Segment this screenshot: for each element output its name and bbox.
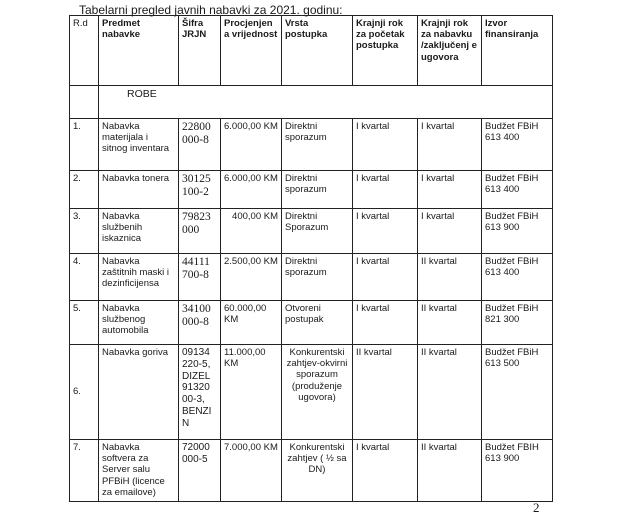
cell-zakljucenje: II kvartal bbox=[418, 440, 482, 502]
cell-vrijednost: 2.500,00 KM bbox=[221, 254, 282, 301]
cell-sifra: 22800 000-8 bbox=[179, 119, 221, 171]
cell-pocetak: I kvartal bbox=[353, 440, 418, 502]
header-predmet: Predmet nabavke bbox=[99, 16, 179, 86]
cell-sifra: 44111 700-8 bbox=[179, 254, 221, 301]
header-sifra: Šifra JRJN bbox=[179, 16, 221, 86]
cell-vrijednost: 11.000,00 KM bbox=[221, 345, 282, 440]
table-row bbox=[70, 171, 553, 209]
cell-predmet: Nabavka zaštitnih maski i dezinficijensa bbox=[99, 254, 179, 301]
cell-predmet: Nabavka goriva bbox=[99, 345, 179, 440]
cell-sifra: 79823 000 bbox=[179, 209, 221, 254]
cell-sifra: 34100 000-8 bbox=[179, 301, 221, 345]
cell-vrijednost: 6.000,00 KM bbox=[221, 119, 282, 171]
cell-izvor: Budžet FBiH 613 900 bbox=[482, 209, 553, 254]
cell-pocetak: I kvartal bbox=[353, 171, 418, 209]
cell-zakljucenje: I kvartal bbox=[418, 171, 482, 209]
cell-postupak: Direktni sporazum bbox=[282, 254, 353, 301]
page-title: Tabelarni pregled javnih nabavki za 2021. godinu: bbox=[79, 3, 343, 17]
cell-pocetak: I kvartal bbox=[353, 119, 418, 171]
cell-rd: 5. bbox=[70, 301, 99, 345]
cell-predmet: Nabavka materijala i sitnog inventara bbox=[99, 119, 179, 171]
cell-rd: 4. bbox=[70, 254, 99, 301]
cell-vrijednost: 7.000,00 KM bbox=[221, 440, 282, 502]
header-pocetak: Krajnji rok za početak postupka bbox=[353, 16, 418, 86]
cell-postupak: Direktni sporazum bbox=[282, 171, 353, 209]
cell-postupak: Direktni Sporazum bbox=[282, 209, 353, 254]
cell-predmet: Nabavka tonera bbox=[99, 171, 179, 209]
cell-zakljucenje: II kvartal bbox=[418, 301, 482, 345]
procurement-table bbox=[69, 15, 553, 502]
cell-izvor: Budžet FBiH 613 500 bbox=[482, 345, 553, 440]
cell-zakljucenje: I kvartal bbox=[418, 119, 482, 171]
cell-izvor: Budžet FBiH 613 400 bbox=[482, 119, 553, 171]
cell-rd: 6. bbox=[70, 345, 99, 440]
cell-pocetak: I kvartal bbox=[353, 209, 418, 254]
section-label: ROBE bbox=[99, 86, 553, 119]
page-number: 2 bbox=[533, 500, 540, 515]
table-row bbox=[70, 119, 553, 171]
cell-vrijednost: 6.000,00 KM bbox=[221, 171, 282, 209]
header-zakljucenje: Krajnji rok za nabavku /zaključenj e ugovora bbox=[418, 16, 482, 86]
cell-izvor: Budžet FBiH 821 300 bbox=[482, 301, 553, 345]
table-row bbox=[70, 301, 553, 345]
cell-pocetak: I kvartal bbox=[353, 301, 418, 345]
cell-rd: 1. bbox=[70, 119, 99, 171]
cell-pocetak: I kvartal bbox=[353, 254, 418, 301]
cell-predmet: Nabavka službenog automobila bbox=[99, 301, 179, 345]
cell-rd: 3. bbox=[70, 209, 99, 254]
cell-sifra: 30125 100-2 bbox=[179, 171, 221, 209]
table-row bbox=[70, 345, 553, 440]
cell-pocetak: II kvartal bbox=[353, 345, 418, 440]
table-row bbox=[70, 209, 553, 254]
header-izvor: Izvor finansiranja bbox=[482, 16, 553, 86]
cell-izvor: Budžet FBiH 613 400 bbox=[482, 254, 553, 301]
cell-sifra: 09134 220-5, DIZEL 91320 00-3, BENZI N bbox=[179, 345, 221, 440]
cell-vrijednost: 400,00 KM bbox=[221, 209, 282, 254]
header-row bbox=[70, 16, 553, 86]
cell-vrijednost: 60.000,00 KM bbox=[221, 301, 282, 345]
cell-postupak: Konkurentski zahtjev ( ½ sa DN) bbox=[282, 440, 353, 502]
cell-rd: 2. bbox=[70, 171, 99, 209]
cell-zakljucenje: II kvartal bbox=[418, 345, 482, 440]
cell-postupak: Direktni sporazum bbox=[282, 119, 353, 171]
cell-rd: 7. bbox=[70, 440, 99, 502]
table-row bbox=[70, 440, 553, 502]
cell-postupak: Konkurentski zahtjev-okvirni sporazum (produženje ugovora) bbox=[282, 345, 353, 440]
cell-zakljucenje: I kvartal bbox=[418, 209, 482, 254]
cell-izvor: Budžet FBiH 613 400 bbox=[482, 171, 553, 209]
cell-sifra: 72000 000-5 bbox=[179, 440, 221, 502]
header-postupak: Vrsta postupka bbox=[282, 16, 353, 86]
cell-predmet: Nabavka softvera za Server salu PFBiH (licence za emailove) bbox=[99, 440, 179, 502]
cell-postupak: Otvoreni postupak bbox=[282, 301, 353, 345]
cell-predmet: Nabavka službenih iskaznica bbox=[99, 209, 179, 254]
cell-zakljucenje: II kvartal bbox=[418, 254, 482, 301]
cell-izvor: Budžet FBIH 613 900 bbox=[482, 440, 553, 502]
header-rd: R.d bbox=[70, 16, 99, 86]
header-vrijednost: Procjenjen a vrijednost bbox=[221, 16, 282, 86]
section-row bbox=[70, 86, 553, 119]
table-row bbox=[70, 254, 553, 301]
